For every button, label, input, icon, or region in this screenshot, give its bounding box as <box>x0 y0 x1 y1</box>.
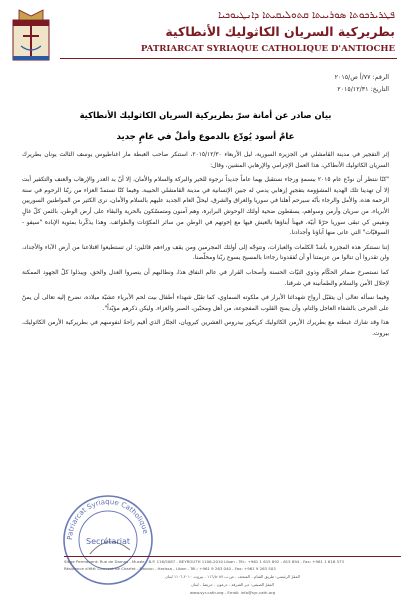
footer-address-ar: المقرّ الرئيسي: طريق الشام - المتحف - ص.ب ١١٦/٥٠٨٧ - بيروت ٢٠١٠-١١٠٦ لبنان <box>165 574 300 579</box>
body-paragraph: إننا نستنكر هذه المجزرة بأشدّ الكلمات والعبارات، ونتوجّه إلى أولئك المجرمين ومن يقف وراءهم قائلين: لن تستطيعوا اقتلاعنا من أرض الآباء والأجداد، ولن تقدروا أن تنالوا من عزيمتنا أو أن تُفقدونا رجاءنا بالمسيح يسوع ربّنا ومخلّصنا. <box>22 244 389 262</box>
body-paragraph: كما نستصرخ ضمائر الحكّام وذوي النيّات الحسنة وأصحاب القرار في عالم النفاق هذا، ونطالبهم أن ينصروا العدل والحق، ويبذلوا كلّ الجهود الممكنة لإحلال الأمن والسلام والطمأنينة في شرقنا. <box>22 269 389 287</box>
header-french-name: PATRIARCAT SYRIAQUE CATHOLIQUE D'ANTIOCHE <box>140 44 395 54</box>
statement-subtitle: عامٌ أسود يُودّع بالدموع وأملٌ في عامٍ جديد <box>116 132 295 142</box>
footer-summer-residence-fr: Résidence d'été: Couvent de Charfet - Daroun - Harissa - Liban - Tél.: +961 9 263 040 - Fax: +961 9 263 503 <box>64 566 276 571</box>
letter-date: التاريخ: ٢٠١٥/١٢/٣١ <box>337 86 389 93</box>
seal-center-text: Secrétariat <box>85 537 131 546</box>
body-paragraph: وفيما نسأله تعالى أن يتقبّل أرواح شهدائنا الأبرار في ملكوته السماوي، كما تقبّل شهداء أطفال بيت لحم الأبرياء عشيّة ميلاده، نضرع إليه تعالى أن يمنّ على الجرحى بالشفاء العاجل والتام، وأن يمنح القلوب المفجوعة، من أهل ومحبّين، الصبر والعزاء. وليكن ذكرهم مؤبّداً". <box>22 295 389 312</box>
reference-number: الرقم: ٧٧/أ ص/٢٠١٥ <box>334 74 389 81</box>
header-syriac-line: ܦܛܪܝܪܟܘܬܐ ܣܘܪܝܝܬܐ ܩܬܘܠܝܩܝܬܐ ܕܐܢܛܝܘܟܝܐ <box>218 10 395 21</box>
header-arabic-name: بطريركية السريان الكاثوليك الأنطاكية <box>165 24 395 39</box>
patriarchate-logo-icon <box>9 8 53 66</box>
seal-ring-text: Patriarcat Syriaque Catholique <box>65 497 150 541</box>
body-paragraph: إثر التفجير في مدينة القامشلي في الجزيرة السورية، ليل الأربعاء ٢٠١٥/١٢/٣٠، استنكر صاحب الغبطة مار اغناطيوس يوسف الثالث يونان بطريرك السريان الكاثوليك الأنطاكي، هذا العمل الإجرامي والإرهابي المشين، وقال: <box>22 152 389 169</box>
statement-title: بيان صادر عن أمانة سرّ بطريركية السريان الكاثوليك الأنطاكية <box>79 110 332 120</box>
footer-summer-residence-ar: المقرّ الصيفي: دير الشرفة - درعون - حريصا - لبنان <box>191 582 274 587</box>
body-paragraph: "كنّا ننتظر أن نودّع عام ٢٠١٥ ببسمةٍ ورجاء نستقبل بهما عاماً جديداً نرجوه للخير والبركة والسلام والأمان، إلا أنّ يد الغدر والإرهاب والعنف والتكفير أبت إلا أن تهدينا تلك الهدية المشؤومة بتفجيرٍ إرهابي يدمي له جبين الإنسانية في مدينة القامشلي الحبيبة. وفيما كنّا نستمدّ العزاء من ربّنا الرحوم في سنة الرحمة هذه، والأمل والرجاء بأنّه سيرحم أهلنا في سوريا والعراق والشرق، ليحلّ العام الجديد عليهم بالسلام والأمان، نرى الكثير من المواطنين السوريين الأبرياء، من سريان وأرمن وسواهم، يسقطون ضحية أولئك الوحوش البرابرة، وهم آمنون ومتمسّكون بالحرية والبقاء على أرض الوطن، بالثمن كلّ غالٍ ونفيس كي تبقى سوريا حرّةً أبيّة، فيهنأ أبناؤها بالعيش فيها مع إخوتهم في الوطن من سائر المكوّنات والطوائف. وهذا يذكّرنا بمئوية الإبادة "سيفو - السوقيّات" التي عانى منها آباؤنا وأجدادنا. <box>22 177 389 237</box>
header-divider <box>60 58 397 59</box>
statement-body <box>22 150 389 480</box>
body-paragraph: هذا وقد شارك غبطته مع بطريرك الأرمن الكاثوليك كريكور بيدروس العشرين كيرويان، الجنّاز الذي أقيم راحةً لنفوسهم في بطريركية الأرمن الكاثوليك، بيروت. <box>22 320 389 337</box>
footer-website-link[interactable]: www.syr-cath.org - Email: info@syr-cath.org <box>189 590 276 595</box>
footer-address-fr: Siège Permanent: Rue de Damas - Musée - B.P. 116/5087 - BEYROUTH 1106-2010 Liban - Tél.: +961 1 615 892 - 615 894 - Fax: +961 1 616 573 <box>64 559 345 564</box>
svg-text:Patriarcat Syriaque Catholique <box>66 498 149 540</box>
footer-divider <box>64 556 401 557</box>
